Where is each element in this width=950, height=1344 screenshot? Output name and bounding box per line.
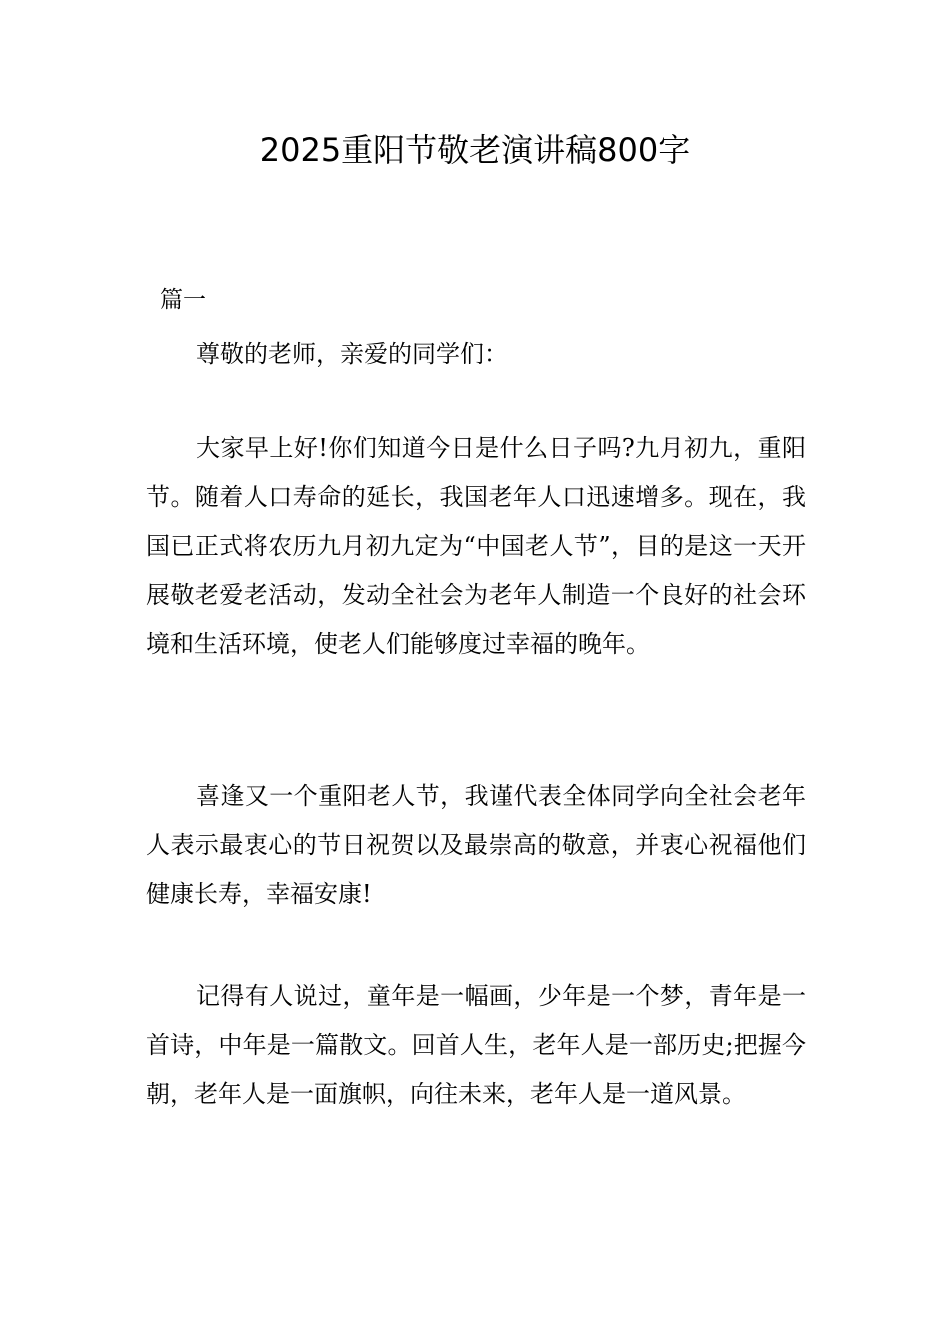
paragraph-1: 大家早上好!你们知道今日是什么日子吗?九月初九，重阳节。随着人口寿命的延长，我国老年人口迅速增多。现在，我国已正式将农历九月初九定为“中国老人节”，目的是这一天开展敬老爱老活动，发动全社会为老年人制造一个良好的社会环境和生活环境，使老人们能够度过幸福的晚年。 <box>146 434 806 658</box>
paragraph-3: 记得有人说过，童年是一幅画，少年是一个梦，青年是一首诗，中年是一篇散文。回首人生，老年人是一部历史;把握今朝，老年人是一面旗帜，向往未来，老年人是一道风景。 <box>146 982 806 1108</box>
document-title: 2025重阳节敬老演讲稿800字 <box>259 131 691 169</box>
paragraph-2: 喜逢又一个重阳老人节，我谨代表全体同学向全社会老年人表示最衷心的节日祝贺以及最崇高的敬意，并衷心祝福他们健康长寿，幸福安康! <box>146 782 806 908</box>
section-label: 篇一 <box>160 287 206 313</box>
greeting-line: 尊敬的老师，亲爱的同学们： <box>196 340 508 368</box>
